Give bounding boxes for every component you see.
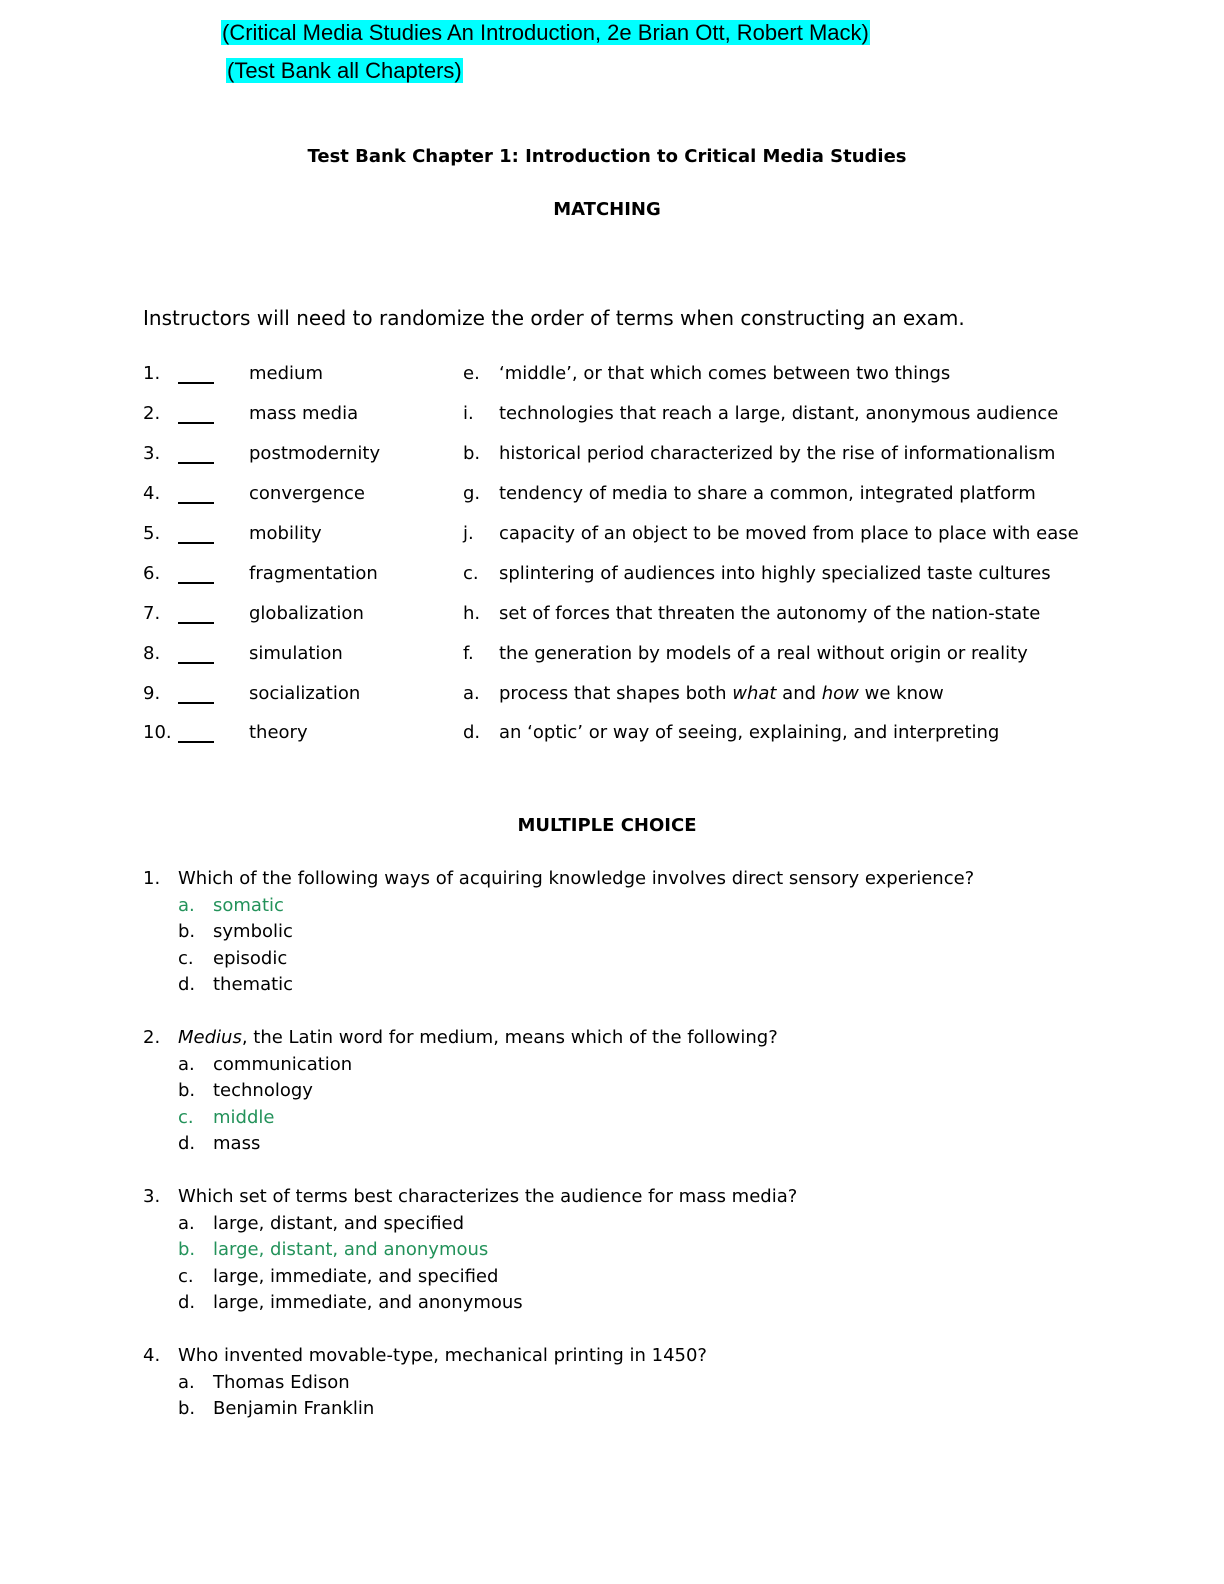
option-text: large, immediate, and specified (213, 1265, 499, 1287)
answer-blank (178, 702, 214, 704)
question-4 (0, 1345, 1224, 1372)
matching-row (0, 722, 1224, 746)
matching-number: 8. (143, 643, 161, 664)
option-text: communication (213, 1053, 353, 1075)
question-text: Which set of terms best characterizes the audience for mass media? (178, 1186, 798, 1207)
question-number: 4. (143, 1345, 161, 1366)
matching-term: mobility (249, 523, 322, 544)
matching-row (0, 523, 1224, 547)
matching-row (0, 563, 1224, 587)
header-title-text: (Critical Media Studies An Introduction, 2e Brian Ott, Robert Mack) (222, 20, 869, 45)
matching-term: convergence (249, 483, 366, 504)
question-1 (0, 868, 1224, 895)
definition-part: we know (858, 683, 944, 704)
option-letter: d. (178, 1133, 196, 1154)
answer-option (0, 1292, 1224, 1319)
answer-blank (178, 462, 214, 464)
option-letter: c. (178, 947, 194, 969)
matching-number: 6. (143, 563, 161, 584)
matching-term: socialization (249, 683, 361, 704)
answer-blank (178, 582, 214, 584)
question-text: Which of the following ways of acquiring knowledge involves direct sensory experience? (178, 868, 975, 889)
matching-number: 5. (143, 523, 161, 544)
matching-definition: the generation by models of a real without origin or reality (499, 643, 1028, 664)
matching-row (0, 363, 1224, 387)
matching-term: globalization (249, 603, 364, 624)
option-text: large, distant, and specified (213, 1212, 465, 1234)
matching-instructions: Instructors will need to randomize the order of terms when constructing an exam. (143, 306, 965, 330)
question-list (0, 868, 1224, 1425)
answer-option (0, 1372, 1224, 1399)
option-letter: d. (178, 974, 196, 995)
matching-definition: capacity of an object to be moved from place to place with ease (499, 523, 1079, 544)
option-text: episodic (213, 947, 288, 969)
option-text: middle (213, 1106, 275, 1128)
question-text-rest: , the Latin word for medium, means which of the following? (241, 1027, 778, 1048)
option-letter: b. (178, 1239, 196, 1260)
matching-row (0, 443, 1224, 467)
chapter-title: Test Bank Chapter 1: Introduction to Critical Media Studies (307, 146, 907, 167)
matching-row (0, 403, 1224, 427)
option-letter: b. (178, 1398, 196, 1419)
matching-number: 10. (143, 722, 172, 743)
answer-blank (178, 382, 214, 384)
option-letter: c. (178, 1106, 194, 1128)
answer-option (0, 1266, 1224, 1293)
answer-option-correct (0, 895, 1224, 922)
answer-option (0, 974, 1224, 1001)
matching-definition: splintering of audiences into highly specialized taste cultures (499, 563, 1051, 584)
option-text: large, immediate, and anonymous (213, 1292, 523, 1313)
matching-letter: d. (463, 722, 481, 743)
matching-definition: tendency of media to share a common, integrated platform (499, 483, 1036, 504)
answer-option (0, 1054, 1224, 1081)
answer-option (0, 1398, 1224, 1425)
option-text: large, distant, and anonymous (213, 1239, 489, 1260)
option-text: somatic (213, 894, 284, 916)
matching-term: fragmentation (249, 563, 378, 584)
question-spacer (0, 1319, 1224, 1346)
option-letter: a. (178, 1053, 195, 1075)
option-letter: c. (178, 1265, 194, 1287)
matching-term: medium (249, 363, 323, 384)
matching-number: 4. (143, 483, 161, 504)
option-text: technology (213, 1080, 313, 1101)
header-subtitle-line (226, 58, 463, 84)
matching-number: 7. (143, 603, 161, 624)
matching-heading: MATCHING (553, 199, 661, 220)
matching-term: postmodernity (249, 443, 381, 464)
matching-letter: i. (463, 403, 474, 424)
definition-emphasis: how (821, 683, 859, 704)
option-letter: d. (178, 1292, 196, 1313)
matching-term: simulation (249, 643, 343, 664)
matching-row (0, 643, 1224, 667)
definition-part: and (776, 683, 822, 704)
answer-blank (178, 622, 214, 624)
question-number: 3. (143, 1186, 161, 1207)
option-text: Benjamin Franklin (213, 1398, 375, 1419)
option-letter: a. (178, 1212, 195, 1234)
matching-definition: an ‘optic’ or way of seeing, explaining, and interpreting (499, 722, 1000, 743)
matching-letter: c. (463, 563, 479, 584)
matching-number: 2. (143, 403, 161, 424)
option-text: Thomas Edison (213, 1371, 350, 1393)
matching-row (0, 483, 1224, 507)
matching-number: 9. (143, 683, 161, 704)
option-text: thematic (213, 974, 294, 995)
matching-row (0, 603, 1224, 627)
answer-blank (178, 502, 214, 504)
question-2 (0, 1027, 1224, 1054)
definition-emphasis: what (732, 683, 777, 704)
header-title-line (221, 20, 870, 46)
answer-blank (178, 422, 214, 424)
matching-definition: technologies that reach a large, distant, anonymous audience (499, 403, 1059, 424)
option-text: symbolic (213, 921, 293, 942)
matching-row (0, 683, 1224, 707)
answer-option (0, 1213, 1224, 1240)
answer-option (0, 1133, 1224, 1160)
question-spacer (0, 1001, 1224, 1028)
matching-number: 1. (143, 363, 161, 384)
answer-blank (178, 542, 214, 544)
matching-letter: b. (463, 443, 481, 464)
answer-option (0, 921, 1224, 948)
option-letter: a. (178, 894, 195, 916)
question-number: 1. (143, 868, 161, 889)
option-letter: b. (178, 1080, 196, 1101)
matching-term: theory (249, 722, 308, 743)
matching-definition (499, 683, 944, 705)
question-spacer (0, 1160, 1224, 1187)
matching-letter: f. (463, 643, 474, 664)
answer-blank (178, 741, 214, 743)
definition-part: process that shapes both (499, 683, 733, 704)
option-letter: b. (178, 921, 196, 942)
answer-option (0, 1080, 1224, 1107)
option-letter: a. (178, 1371, 195, 1393)
matching-letter: e. (463, 363, 480, 384)
matching-definition: ‘middle’, or that which comes between two things (499, 363, 951, 384)
matching-letter: g. (463, 483, 481, 504)
matching-number: 3. (143, 443, 161, 464)
matching-letter: a. (463, 683, 480, 704)
matching-definition: historical period characterized by the rise of informationalism (499, 443, 1056, 464)
matching-term: mass media (249, 403, 359, 424)
question-text: Who invented movable-type, mechanical printing in 1450? (178, 1345, 707, 1366)
matching-definition: set of forces that threaten the autonomy of the nation-state (499, 603, 1041, 624)
option-text: mass (213, 1133, 261, 1154)
question-3 (0, 1186, 1224, 1213)
question-emphasis: Medius (178, 1027, 242, 1048)
question-text (178, 1027, 778, 1049)
question-number: 2. (143, 1027, 161, 1048)
matching-letter: j. (463, 523, 474, 544)
answer-option-correct (0, 1107, 1224, 1134)
answer-option-correct (0, 1239, 1224, 1266)
matching-letter: h. (463, 603, 481, 624)
answer-option (0, 948, 1224, 975)
answer-blank (178, 662, 214, 664)
multiple-choice-heading: MULTIPLE CHOICE (517, 815, 697, 836)
header-subtitle-text: (Test Bank all Chapters) (227, 58, 462, 83)
